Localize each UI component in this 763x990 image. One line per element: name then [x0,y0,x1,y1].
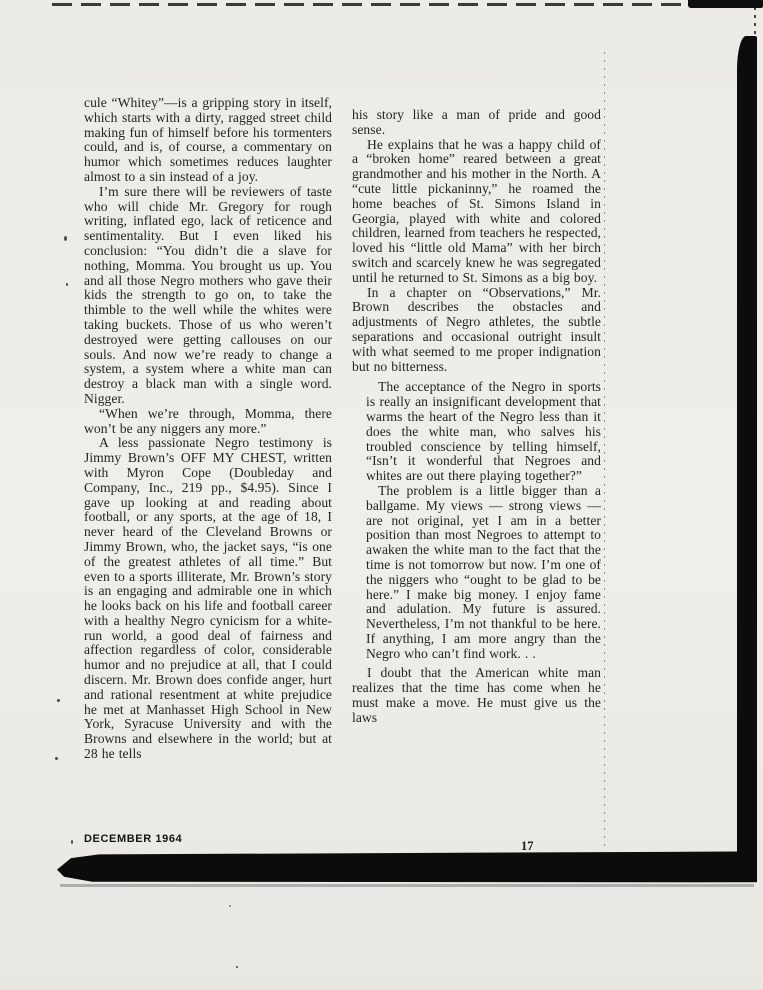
paragraph: He explains that he was a happy child of a “broken home” reared between a great grandmother and his mother in the North. A “cute little pickaninny,” he roamed the home beaches of St. Simons Island in Georgia, played with white and colored children, learned from teachers he respected, loved his “little old Mama” with her birch switch and scarcely knew he was segregated until he returned to St. Simons as a big boy. [352,136,601,285]
paragraph: “When we’re through, Momma, there won’t be any niggers any more.” [84,405,332,436]
left-text-column [84,96,332,762]
scan-right-edge-bar [737,36,757,882]
paragraph: I doubt that the American white man realizes that the time has come when he must make a move. He must give us the laws [352,665,601,725]
scan-dotted-line [604,52,605,847]
paragraph: I’m sure there will be reviewers of taste who will chide Mr. Gregory for rough writing, inflated ego, lack of reticence and sentimentality. But I even liked his conclusion: “You didn’t die a slave for nothing, Momma. You brought us up. You and all those Negro mothers who gave their kids the strength to go on, to take the thimble to the well while the whites were taking buckets. Those of us who weren’t destroyed were getting callouses on our souls. And now we’re ready to change a system, a system where a white man can destroy a black man with a single word. Nigger. [84,183,332,406]
scan-speck [64,236,67,241]
paragraph: A less passionate Negro testimony is Jimmy Brown’s OFF MY CHEST, written with Myron Cope (Doubleday and Company, Inc., 219 pp., $4.95). Since I gave up looking at and reading about football, or any sports, at the age of 18, I never heard of the Cleveland Browns or Jimmy Brown, who, the jacket says, “is one of the greatest athletes of all time.” But even to a sports illiterate, Mr. Brown’s story is an engaging and admirable one in which he looks back on his life and football career with a healthy Negro cynicism for a white-run world, a good deal of fairness and affection regardless of color, considerable humor and no prejudice at all, that I could discern. Mr. Brown does confide anger, hurt and rational resentment at white prejudice he met at Manhasset High School in New York, Syracuse University and with the Browns and elsewhere in the world; but at 28 he tells [84,435,332,762]
scan-speck [229,905,231,907]
scan-dotted-line-top-right [754,7,756,35]
scan-speck [55,757,58,760]
paragraph: The acceptance of the Negro in sports is really an insignificant development that warms the heart of the Negro less than it does the white man, who salves his troubled conscience by telling himself, “Isn’t it wonderful that Negroes and whites are out there playing together?” [366,379,601,484]
scan-top-right-mark [688,0,763,8]
scan-bottom-shadow [60,884,754,887]
scan-speck [57,699,60,702]
scan-speck [66,283,68,286]
scan-speck [236,966,238,968]
page-number: 17 [521,839,534,853]
right-text-column [352,108,601,726]
scan-bottom-edge-bar [57,851,757,883]
scan-speck [71,840,73,844]
paragraph: his story like a man of pride and good sense. [352,107,601,137]
scan-top-dashed-line [52,3,763,6]
paragraph: cule “Whitey”—is a gripping story in itself, which starts with a dirty, ragged street child making fun of himself before his tormenters could, and is, of course, a commentary on humor which sometimes reduces laughter almost to a sin instead of a joy. [84,95,332,184]
paragraph: The problem is a little bigger than a ballgame. My views — strong views — are not original, yet I am in a better position than most Negroes to attempt to awaken the white man to the fact that the time is not tomorrow but now. I’m one of the niggers who “ought to be glad to be here.” I make big money. I enjoy fame and adulation. My future is assured. Nevertheless, I’m not thankful to be here. If anything, I am more angry than the Negro who can’t find work. . . [366,482,601,661]
footer-date: DECEMBER 1964 [84,833,183,845]
paragraph: In a chapter on “Observations,” Mr. Brown describes the obstacles and adjustments of Negro athletes, the subtle separations and occasional outright insult with what seemed to me proper indignation but no bitterness. [352,284,601,374]
